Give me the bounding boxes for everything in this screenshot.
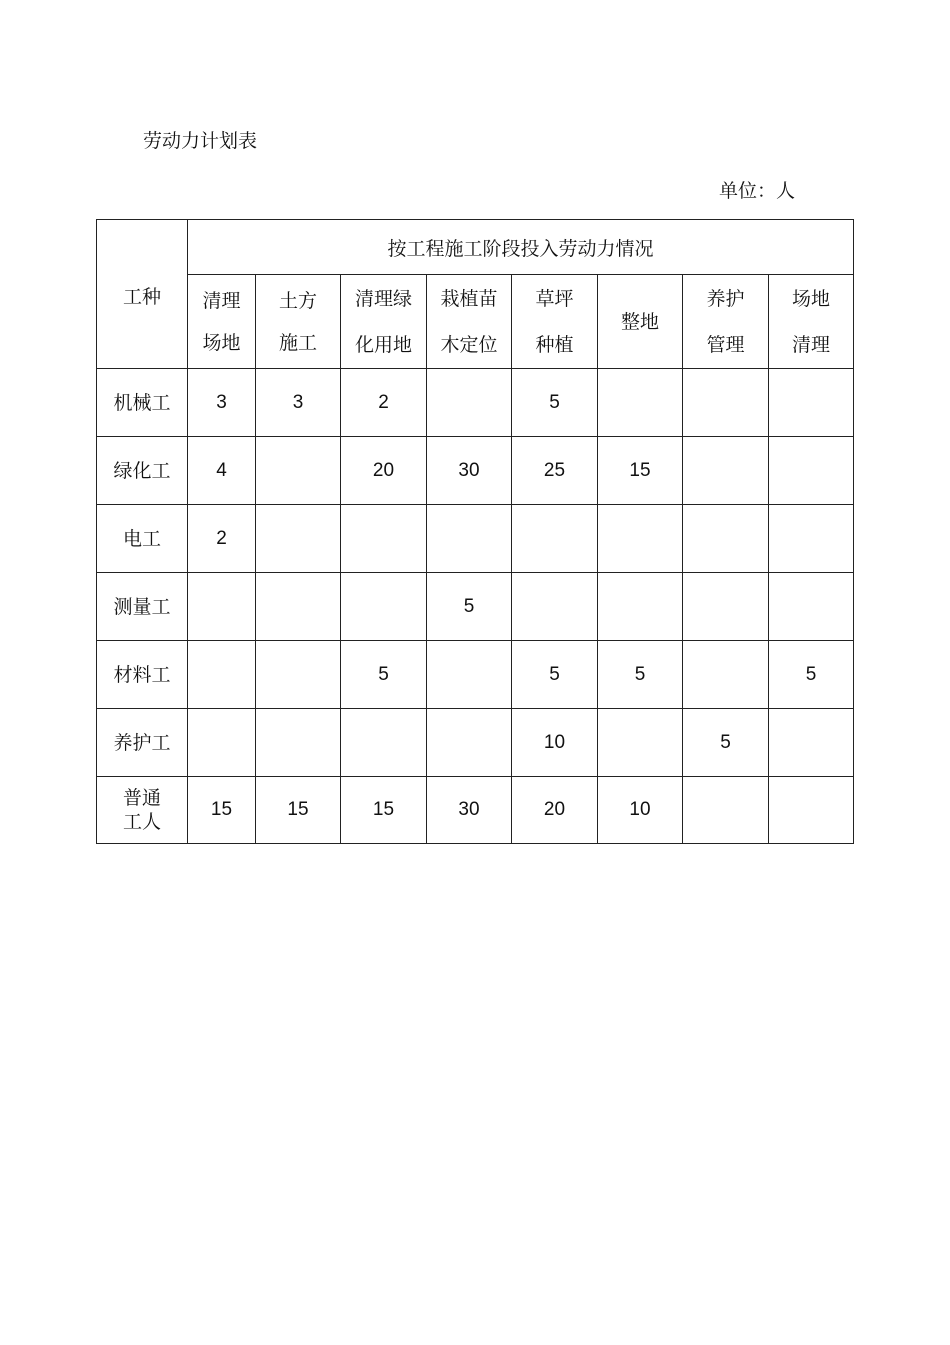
value-cell: 5 [341, 641, 427, 709]
value-cell [341, 709, 427, 777]
value-cell [427, 709, 512, 777]
value-cell [256, 505, 341, 573]
stage-header-cell [769, 275, 854, 369]
value-cell [683, 505, 769, 573]
table-row [97, 641, 854, 709]
table-row [97, 573, 854, 641]
value-cell [683, 573, 769, 641]
value-cell [769, 777, 854, 844]
value-cell [512, 573, 598, 641]
value-cell [188, 641, 256, 709]
table-row [97, 437, 854, 505]
trade-cell [97, 709, 188, 777]
labor-plan-table [96, 219, 854, 844]
group-header: 按工程施工阶段投入劳动力情况 [387, 237, 654, 260]
value-cell [188, 573, 256, 641]
trade-label: 电工 [122, 527, 161, 550]
stage-label-line1: 土方 [278, 289, 317, 312]
table-row [97, 709, 854, 777]
table-row [97, 369, 854, 437]
stage-label-line2: 化用地 [354, 333, 412, 356]
value-cell: 25 [512, 437, 598, 505]
value-cell [256, 641, 341, 709]
value-cell: 10 [598, 777, 683, 844]
value-cell: 30 [427, 777, 512, 844]
trade-cell [97, 777, 188, 844]
stage-label-line1: 草坪 [535, 287, 574, 310]
trade-cell [97, 573, 188, 641]
value-cell: 5 [683, 709, 769, 777]
value-cell [598, 369, 683, 437]
value-cell [769, 505, 854, 573]
table-row [97, 505, 854, 573]
value-cell [598, 505, 683, 573]
value-cell [769, 369, 854, 437]
stage-header-cell [598, 275, 683, 369]
group-header-cell [188, 220, 854, 275]
value-cell [341, 505, 427, 573]
value-cell [512, 505, 598, 573]
value-cell: 5 [769, 641, 854, 709]
value-cell [341, 573, 427, 641]
value-cell: 15 [598, 437, 683, 505]
table-row [97, 777, 854, 844]
value-cell: 10 [512, 709, 598, 777]
unit-label: 单位：人 [719, 180, 796, 202]
value-cell: 15 [341, 777, 427, 844]
value-cell [256, 437, 341, 505]
value-cell: 5 [427, 573, 512, 641]
value-cell [683, 777, 769, 844]
stage-label-line1: 栽植苗 [440, 287, 498, 310]
value-cell [683, 369, 769, 437]
trade-cell [97, 369, 188, 437]
value-cell [598, 573, 683, 641]
trade-cell [97, 437, 188, 505]
trade-label: 测量工 [113, 595, 171, 618]
stage-header-cell [341, 275, 427, 369]
value-cell: 3 [188, 369, 256, 437]
value-cell: 5 [512, 641, 598, 709]
value-cell: 5 [512, 369, 598, 437]
trade-label-line2: 工人 [122, 811, 161, 833]
value-cell: 2 [341, 369, 427, 437]
stage-label-line1: 养护 [706, 287, 745, 310]
header-row-group [97, 220, 854, 275]
trade-label: 材料工 [113, 663, 171, 686]
trade-cell [97, 505, 188, 573]
stage-label-line1: 清理绿 [354, 287, 412, 310]
value-cell [427, 641, 512, 709]
document-title: 劳动力计划表 [143, 130, 258, 152]
value-cell [769, 709, 854, 777]
trade-label: 养护工 [113, 731, 171, 754]
stage-label-line2: 施工 [278, 331, 317, 354]
value-cell [769, 573, 854, 641]
stage-header-cell [427, 275, 512, 369]
stage-label-line2: 清理 [791, 333, 830, 356]
value-cell: 2 [188, 505, 256, 573]
stage-label-line1: 整地 [620, 310, 659, 333]
value-cell: 3 [256, 369, 341, 437]
value-cell [427, 369, 512, 437]
value-cell: 20 [341, 437, 427, 505]
value-cell [188, 709, 256, 777]
stage-header-cell [683, 275, 769, 369]
stage-label-line2: 木定位 [440, 333, 498, 356]
value-cell: 20 [512, 777, 598, 844]
value-cell: 15 [256, 777, 341, 844]
stage-label-line1: 清理 [202, 289, 241, 312]
trade-cell [97, 641, 188, 709]
value-cell: 15 [188, 777, 256, 844]
stage-header-cell [512, 275, 598, 369]
stage-label-line2: 管理 [706, 333, 745, 356]
value-cell [427, 505, 512, 573]
header-row-stages [97, 275, 854, 369]
trade-label: 机械工 [113, 391, 171, 414]
value-cell [598, 709, 683, 777]
trade-header-cell [97, 220, 188, 369]
value-cell [256, 573, 341, 641]
trade-label: 普通 [122, 787, 161, 809]
stage-header-cell [188, 275, 256, 369]
stage-header-cell [256, 275, 341, 369]
stage-label-line2: 场地 [202, 331, 241, 354]
value-cell [256, 709, 341, 777]
value-cell [683, 437, 769, 505]
trade-label: 绿化工 [113, 459, 171, 482]
trade-header: 工种 [122, 286, 161, 308]
value-cell: 4 [188, 437, 256, 505]
value-cell [769, 437, 854, 505]
value-cell: 5 [598, 641, 683, 709]
value-cell [683, 641, 769, 709]
stage-label-line2: 种植 [535, 333, 574, 356]
stage-label-line1: 场地 [791, 287, 830, 310]
value-cell: 30 [427, 437, 512, 505]
